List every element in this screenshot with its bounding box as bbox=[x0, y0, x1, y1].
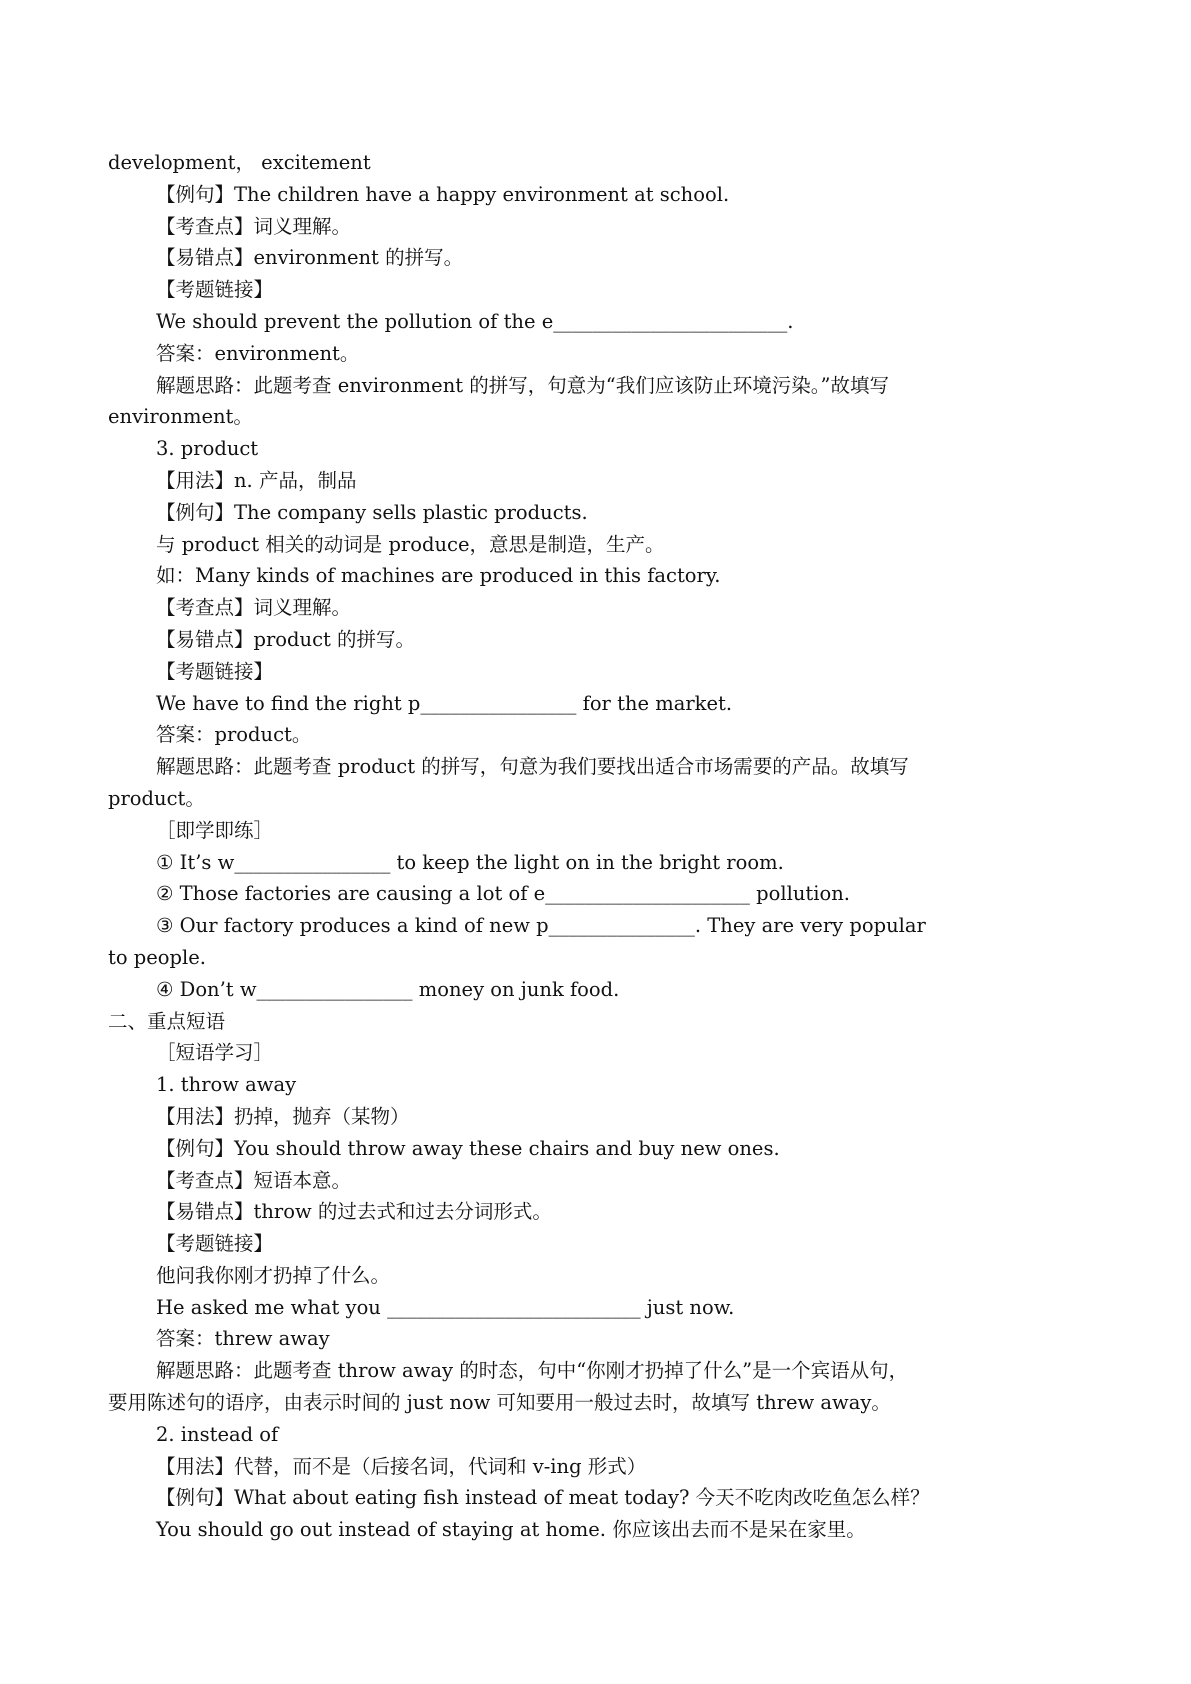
text-line: 他问我你刚才扔掉了什么。 bbox=[156, 1263, 391, 1287]
text-line: 解题思路：此题考查 throw away 的时态，句中“你刚才扔掉了什么”是一个宾语从句， bbox=[156, 1359, 909, 1383]
text-line: He asked me what you __________________________ just now. bbox=[156, 1295, 735, 1319]
text-line: to people. bbox=[108, 945, 206, 969]
text-line: environment。 bbox=[108, 405, 253, 429]
text-line: We should prevent the pollution of the e________________________. bbox=[156, 309, 794, 333]
text-line: development， excitement bbox=[108, 151, 371, 174]
text-line: 【考题链接】 bbox=[156, 659, 274, 683]
text-line: 【易错点】environment 的拼写。 bbox=[156, 246, 464, 270]
text-line: 【考题链接】 bbox=[156, 1232, 274, 1256]
text-line: 答案：threw away bbox=[156, 1327, 330, 1351]
text-line: 【用法】代替，而不是（后接名词，代词和 v-ing 形式） bbox=[156, 1454, 647, 1478]
text-line: ③ Our factory produces a kind of new p_______________. They are very popular bbox=[156, 914, 926, 938]
text-line: 【例句】The company sells plastic products. bbox=[156, 500, 588, 524]
text-line: 【用法】n. 产品，制品 bbox=[156, 468, 357, 492]
text-line: 3. product bbox=[156, 437, 259, 461]
text-line: 【考查点】短语本意。 bbox=[156, 1168, 352, 1192]
text-line: 【易错点】product 的拼写。 bbox=[156, 627, 416, 651]
text-line: ② Those factories are causing a lot of e_____________________ pollution. bbox=[156, 882, 850, 906]
text-line: 解题思路：此题考查 product 的拼写，句意为我们要找出适合市场需要的产品。故填写 bbox=[156, 755, 909, 779]
text-line: ④ Don’t w________________ money on junk food. bbox=[156, 977, 620, 1001]
text-line: 要用陈述句的语序，由表示时间的 just now 可知要用一般过去时，故填写 threw away。 bbox=[108, 1391, 891, 1415]
text-line: ［即学即练］ bbox=[156, 818, 274, 842]
text-line: 答案：product。 bbox=[156, 723, 312, 747]
text-line: We have to find the right p________________ for the market. bbox=[156, 691, 733, 715]
text-line: 解题思路：此题考查 environment 的拼写，句意为“我们应该防止环境污染。”故填写 bbox=[156, 373, 889, 397]
text-line: 与 product 相关的动词是 produce，意思是制造，生产。 bbox=[156, 532, 665, 556]
text-line: ① It’s w________________ to keep the light on in the bright room. bbox=[156, 850, 784, 874]
text-line: 答案：environment。 bbox=[156, 341, 360, 365]
text-line: product。 bbox=[108, 786, 205, 810]
text-line: 1. throw away bbox=[156, 1073, 297, 1097]
text-line: 【例句】What about eating fish instead of meat today? 今天不吃肉改吃鱼怎么样？ bbox=[156, 1486, 930, 1510]
text-line: ［短语学习］ bbox=[156, 1041, 274, 1065]
text-line: 【考查点】词义理解。 bbox=[156, 596, 352, 620]
text-line: 二、重点短语 bbox=[108, 1009, 226, 1033]
text-line: 【考题链接】 bbox=[156, 278, 274, 302]
text-line: 【例句】The children have a happy environment at school. bbox=[156, 182, 730, 206]
text-line: 【考查点】词义理解。 bbox=[156, 214, 352, 238]
text-line: You should go out instead of staying at home. 你应该出去而不是呆在家里。 bbox=[156, 1518, 866, 1542]
text-line: 【易错点】throw 的过去式和过去分词形式。 bbox=[156, 1200, 552, 1224]
text-line: 【用法】扔掉，抛弃（某物） bbox=[156, 1104, 410, 1128]
text-line: 【例句】You should throw away these chairs and buy new ones. bbox=[156, 1136, 780, 1160]
text-line: 如：Many kinds of machines are produced in this factory. bbox=[156, 564, 721, 588]
text-line: 2. instead of bbox=[156, 1422, 279, 1446]
document-page bbox=[108, 147, 1088, 1546]
